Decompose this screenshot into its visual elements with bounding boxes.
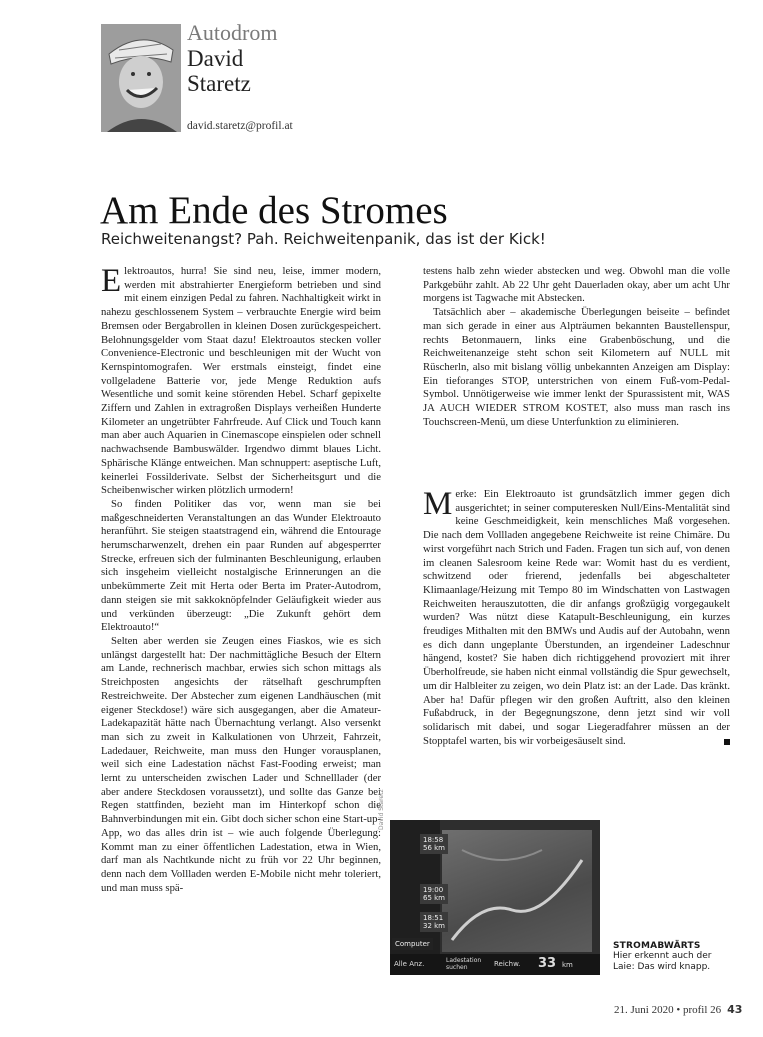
display-bottom-bar bbox=[390, 954, 600, 975]
author-photo bbox=[101, 24, 181, 132]
photo-credit: David Staretz bbox=[378, 789, 385, 830]
paragraph bbox=[423, 488, 730, 748]
caption-title: STROMABWÄRTS bbox=[613, 941, 701, 951]
bottom-value: 33 bbox=[538, 956, 557, 971]
article-column-right-bottom bbox=[423, 488, 730, 806]
paragraph: testens halb zehn wieder abstecken und weg. Obwohl man die volle Parkgebühr zahlt. Ab 22 Uhr geht Dauerladen okay, aber um acht Uhr morgens ist Tagwache mit Abstecken. bbox=[423, 265, 730, 305]
figure-caption bbox=[613, 941, 733, 973]
paragraph-text: erke: Ein Elektroauto ist grundsätzlich immer gegen dich ausgerichtet; in seiner computeresken Null/Eins-Mentalität sind keine Geschmeidigkeit, kein menschliches Maß vorgesehen. Die nach dem Vollladen angegebene Reichweite ist reine Chimäre. Du wirst vorgeführt nach Strich und Faden. Fragen tun sich auf, von denen im cleanen Salesroom keine Rede war: Womit hast du es verdient, schwitzend oder frierend, jedenfalls bei abgeschalteter Klimaanlage/Heizung mit Tempo 80 im Windschatten von Lastwagen Reichweiten herauszutotten, die dir anfangs großzügig vorgegaukelt wurden? Was nützt diese Katapult-Beschleunigung, ein kurzes freudiges Mithalten mit den BMWs und Audis auf der Autobahn, wenn es dich dann ungeplante Überstunden, an irgendeiner Ladeschnur hängend, kostet? Sie haben dich richtiggehend provoziert mit ihrer Überholfreude, sie haben nicht einmal vollständig die Spur gewechselt, um dir Halbleiter zu zeigen, wo dein Platz ist: an der Lade. Das kränkt. Aber ha! Dafür pflegen wir den großen Auftritt, also den kleinen Fußabdruck, in der Begegnungszone, denn jetzt sind wir voll solidarisch mit dabei, und sogar Liegeradfahrer müssen an der Stopptafel warten, bis wir vorbeigesäuselt sind. bbox=[423, 488, 730, 747]
bottom-left-label: Alle Anz. bbox=[394, 960, 425, 968]
range-tile-2: 19:00 65 km bbox=[420, 884, 448, 904]
paragraph: So finden Politiker das vor, wenn man sie bei maßgeschneiderten Veranstaltungen an das Wunder Elektroauto heranführt. Sie steigen staatstragend ein, während die Entourage herumscharwenzelt, drehen ein paar Runden auf abgesperrter Strecke, erfreuen sich der fulminanten Beschleunigung, erlauben sich insgeheim vielleicht nostalgische Erinnerungen an die unbekümmerte Zeit mit Herta oder Berta im Prater-Autodrom, dann steigen sie mit sakkoknöpfelnder Geläufigkeit wieder aus und verkünden überzeugt: „Die Zukunft gehört dem Elektroauto!“ bbox=[101, 497, 381, 634]
article-subheadline: Reichweitenangst? Pah. Reichweitenpanik, das ist der Kick! bbox=[101, 230, 546, 248]
bottom-mid-label: Ladestation suchen bbox=[446, 957, 482, 971]
article-column-left bbox=[101, 265, 381, 987]
issue-date: 21. Juni 2020 • profil 26 bbox=[614, 1004, 722, 1016]
page-footer bbox=[614, 1003, 742, 1016]
page-number: 43 bbox=[727, 1003, 743, 1016]
paragraph: Tatsächlich aber – akademische Überlegungen beiseite – befindet man sich gerade in einer aus Alpträumen bekannten Baustellenspur, rechts Betonmauern, links eine Grabenböschung, und die Reichweitenanzeige steht schon seit Kilometern auf NULL mit Rüscherln, also mit bislang völlig unbekannten Anzeigen am Display: Ein tieforanges STOP, unterstrichen von einem Fuß-vom-Pedal-Symbol. Unnötigerweise wie immer lenkt der Spurassistent mit, WAS JA AUCH WIEDER STROM KOSTET, also muss man rasch ins Touchscreen-Menü, um diese Unterfunktion zu eliminieren. bbox=[423, 306, 730, 428]
column-header bbox=[187, 20, 277, 96]
drop-cap: M bbox=[423, 488, 453, 522]
range-tile-1: 18:58 56 km bbox=[420, 834, 448, 854]
bottom-reich-label: Reichw. bbox=[494, 960, 521, 968]
author-email[interactable]: david.staretz@profil.at bbox=[187, 120, 293, 132]
end-mark bbox=[724, 739, 730, 745]
range-tile-3: 18:51 32 km bbox=[420, 912, 448, 932]
article-headline: Am Ende des Stromes bbox=[100, 189, 448, 232]
route-line bbox=[442, 830, 592, 952]
side-label: Computer bbox=[392, 938, 433, 950]
column-label: Autodrom bbox=[187, 20, 278, 45]
paragraph-text: lektroautos, hurra! Sie sind neu, leise, immer modern, werden mit abstrahierter Energieform betrieben und sind mit einem einzigen Pedal zu fahren. Nachhaltigkeit wirkt in nahezu geschlossenem System – verbrauchte Energie wird beim Bremsen oder Bergabrollen in kleinen Dosen zurückgespeichert. Belohnungsgelder vom Staat dazu! Elektroautos stecken voller Convenience-Electronic und beschleunigen mit der Wucht von Kernspintomografen. Wer erstmals einsteigt, findet eine vollgeladene Batterie vor, jede Menge Reduktion aufs Wesentliche und somit keine störenden Hebel. Scharf gepixelte Ziffern und Zahlen in extragroßen Displays verheißen Hunderte Kilometer an ungetrübter Fahrfreude. Auf Click und Touch kann man aber auch Aquarien in Cinemascope einspielen oder schnell nachwachsende Bambuswälder. Irgendwo dimmt blaues Licht. Sphärische Klänge entweichen. Man schnuppert: aseptische Luft, keinerlei Fossilderivate. Selbst der Sicherheitsgurt und die Scheibenwischer wirken plötzlich urmodern! bbox=[101, 265, 381, 497]
bottom-unit: km bbox=[562, 961, 573, 969]
paragraph bbox=[101, 265, 381, 498]
caption-text: Hier erkennt auch der Laie: Das wird knapp. bbox=[613, 951, 712, 972]
paragraph: Selten aber werden sie Zeugen eines Fiaskos, wie es sich unlängst dargestellt hat: Der nachmittägliche Besuch der Eltern am Lande, rechnerisch machbar, erwies sich schon mittags als Streichposten angesichts der rätselhaft geschrumpften Restreichweite. Der Abstecher zum eigenen Landhäuschen (mit eigener Steckdose!) wäre sich ausgegangen, aber die Amateur-Ladekapazität hätte nach Übernachtung verlangt. Also versenkt man sich zu zweit in Kalkulationen von Uhrzeit, Fahrzeit, Ladedauer, Reichweite, man muss den Hunger vorausplanen, weil sich eine Ladestation nächst Fast-Fooding erweist; man lernt zu unterscheiden zwischen Lader und Schnelllader (der aber andere Steckdosen voraussetzt), und sollte das Ganze bei Regen stattfinden, bezieht man im Hinterkopf schon die Bahnverbindungen mit ein. Gibt doch sicher schon eine Start-up-App, wo das alles drin ist – wie auch folgende Überlegung: Kommt man zu einer öffentlichen Ladestation, etwa in Wien, darf man als Nachtkunde nicht zu früh vor 22 Uhr beginnen, denn nach dem Vollladen werden E-Mobile nicht mehr toleriert, und man muss spä- bbox=[101, 634, 381, 894]
author-first-name: David bbox=[187, 46, 244, 71]
author-last-name: Staretz bbox=[187, 71, 251, 96]
car-display-photo bbox=[390, 820, 600, 975]
drop-cap: E bbox=[101, 265, 122, 299]
